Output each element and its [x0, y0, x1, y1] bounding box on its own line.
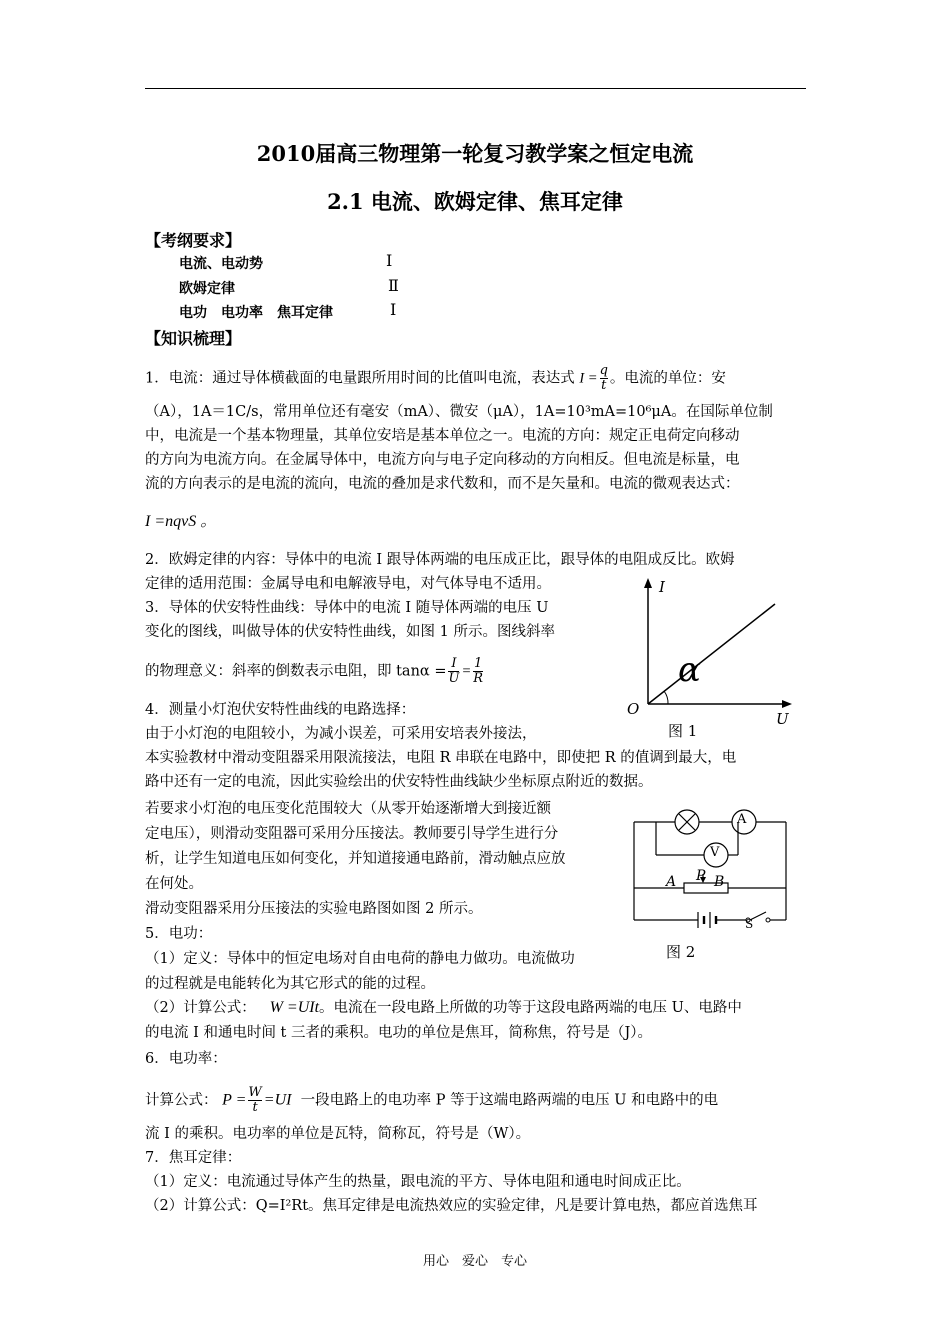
paragraph-line: 的物理意义：斜率的倒数表示电阻，即 tanα = $\frac{I}{U}$ = $\frac{1}{R}$ [145, 656, 484, 686]
paragraph-line: 的方向为电流方向。在金属导体中，电流方向与电子定向移动的方向相反。但电流是标量，电 [145, 452, 740, 468]
requirement-level: Ⅰ [390, 300, 397, 319]
figure-1-caption: 图 1 [668, 722, 698, 740]
paragraph-line: 5．电功： [145, 926, 213, 942]
rheostat-end-a-label: A [666, 874, 677, 890]
figure-1-x-label: U [776, 710, 789, 728]
figure-2-caption: 图 2 [666, 943, 696, 961]
paragraph-line: 由于小灯泡的电阻较小，为减小误差，可采用安培表外接法， [145, 726, 537, 742]
paragraph-line: 4．测量小灯泡伏安特性曲线的电路选择： [145, 702, 416, 718]
figure-1-y-label: I [659, 578, 665, 596]
paragraph-line: 1．电流：通过导体横截面的电量跟所用时间的比值叫电流，表达式 I = $\frac{q}{t}$ 。电流的单位：安 [145, 363, 726, 393]
paragraph-line: 定律的适用范围：金属导电和电解液导电，对气体导电不适用。 [145, 576, 551, 592]
document-title: 2010届高三物理第一轮复习教学案之恒定电流 [256, 141, 694, 166]
slider-p-label: P [696, 868, 706, 884]
paragraph-line: 3．导体的伏安特性曲线：导体中的电流 I 随导体两端的电压 U [145, 600, 549, 616]
knowledge-heading: 【知识梳理】 [145, 329, 242, 348]
figure-2-circuit [628, 800, 793, 935]
paragraph-line: 滑动变阻器采用分压接法的实验电路图如图 2 所示。 [145, 901, 483, 917]
switch-label: S [745, 917, 754, 931]
voltmeter-label: V [710, 845, 720, 860]
paragraph-line: 本实验教材中滑动变阻器采用限流接法，电阻 R 串联在电路中，即使把 R 的值调到最大，电 [145, 750, 737, 766]
paragraph-line: 流 I 的乘积。电功率的单位是瓦特，简称瓦，符号是（W）。 [145, 1126, 531, 1142]
requirement-topic: 欧姆定律 [179, 281, 235, 297]
paragraph-line: 的电流 I 和通电时间 t 三者的乘积。电功的单位是焦耳，简称焦，符号是（J）。 [145, 1025, 653, 1041]
paragraph-line: 在何处。 [145, 876, 203, 892]
rheostat-end-b-label: B [714, 874, 725, 890]
paragraph-line: 计算公式： P = $\frac{W}{t}$ =UI 一段电路上的电功率 P 等于这端电路两端的电压 U 和电路中的电 [145, 1085, 719, 1115]
paragraph-line: 流的方向表示的是电流的流向，电流的叠加是求代数和，而不是矢量和。电流的微观表达式： [145, 476, 740, 492]
outline-heading: 【考纲要求】 [145, 231, 242, 250]
paragraph-line: 析，让学生知道电压如何变化，并知道接通电路前，滑动触点应放 [145, 851, 566, 867]
figure-1-angle-label: α [678, 650, 701, 690]
section-title: 2.1 电流、欧姆定律、焦耳定律 [327, 189, 623, 214]
paragraph-line: 7．焦耳定律： [145, 1150, 242, 1166]
paragraph-line: （2）计算公式：Q=I²Rt。焦耳定律是电流热效应的实验定律，凡是要计算电热，都应首选焦耳 [145, 1198, 758, 1214]
paragraph-line: （1）定义：导体中的恒定电场对自由电荷的静电力做功。电流做功 [145, 951, 575, 967]
page-footer: 用心 爱心 专心 [422, 1254, 527, 1269]
paragraph-line: 2．欧姆定律的内容：导体中的电流 I 跟导体两端的电压成正比，跟导体的电阻成反比。欧姆 [145, 552, 735, 568]
formula-line: I =nqvS 。 [145, 513, 217, 530]
requirement-level: Ⅱ [388, 276, 399, 295]
paragraph-line: 的过程就是电能转化为其它形式的能的过程。 [145, 976, 435, 992]
paragraph-line: 若要求小灯泡的电压变化范围较大（从零开始逐渐增大到接近额 [145, 801, 551, 817]
requirement-level: Ⅰ [386, 251, 393, 270]
header-rule [145, 88, 806, 89]
figure-1-origin-label: O [627, 700, 640, 718]
requirement-topic: 电功 电功率 焦耳定律 [179, 305, 333, 321]
figure-1-graph [620, 576, 800, 736]
paragraph-line: 6．电功率： [145, 1051, 227, 1067]
paragraph-line: （2）计算公式： W =UIt。电流在一段电路上所做的功等于这段电路两端的电压 U、电路中 [145, 999, 742, 1016]
paragraph-line: 变化的图线，叫做导体的伏安特性曲线，如图 1 所示。图线斜率 [145, 624, 555, 640]
paragraph-line: 定电压），则滑动变阻器可采用分压接法。教师要引导学生进行分 [145, 826, 559, 842]
requirement-topic: 电流、电动势 [179, 256, 263, 272]
ammeter-label: A [737, 812, 747, 827]
paragraph-line: （1）定义：电流通过导体产生的热量，跟电流的平方、导体电阻和通电时间成正比。 [145, 1174, 691, 1190]
paragraph-line: （A），1A＝1C/s，常用单位还有毫安（mA）、微安（μA），1A=10³mA=10⁶μA。在国际单位制 [145, 404, 773, 420]
paragraph-line: 路中还有一定的电流，因此实验绘出的伏安特性曲线缺少坐标原点附近的数据。 [145, 774, 653, 790]
paragraph-line: 中，电流是一个基本物理量，其单位安培是基本单位之一。电流的方向：规定正电荷定向移动 [145, 428, 740, 444]
